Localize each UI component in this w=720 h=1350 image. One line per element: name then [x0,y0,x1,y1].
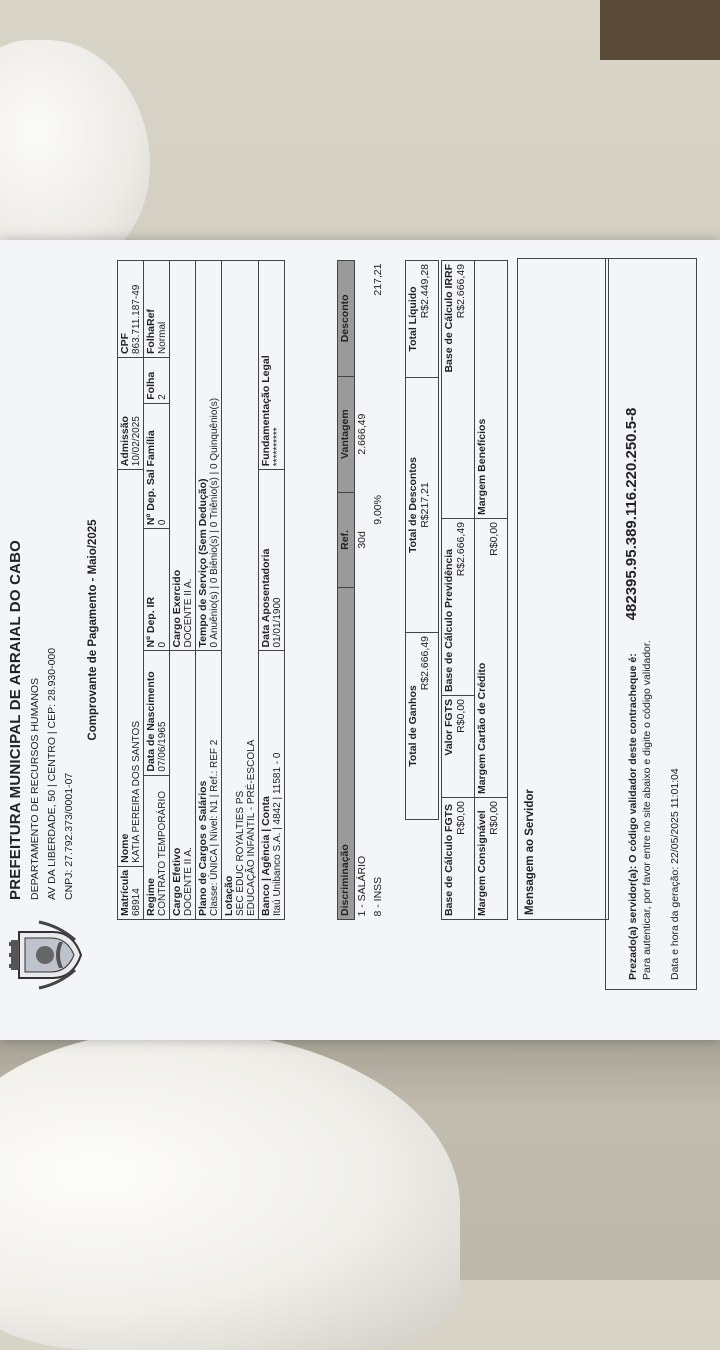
payslip-document [5,240,695,1020]
matricula-value: 68914 [131,888,142,916]
nome-label: Nome [119,833,131,863]
earnings-table [337,260,387,920]
document-title: Comprovante de Pagamento - Maio/2025 [87,519,99,741]
row-ref: 9,00% [372,495,384,525]
total-liquido-label: Total Líquido [407,286,419,352]
base-previdencia-label: Base de Cálculo Previdência [443,549,455,692]
lotacao-value-1: SEC EDUC ROYALTIES PS [235,790,246,916]
valor-fgts-label: Valor FGTS [443,699,455,756]
totals-table [405,260,439,820]
fundamentacao-label: Fundamentação Legal [260,355,272,467]
base-previdencia-value: R$2.666,49 [455,522,467,577]
folha-label: Folha [145,371,157,400]
aposentadoria-label: Data Aposentadoria [260,548,272,648]
document-header [5,270,100,990]
cargo-exercido-value: DOCENTE II A. [183,578,194,648]
cargo-efetivo-value: DOCENTE II A. [183,847,194,916]
cnpj: CNPJ: 27.792.373/0001-07 [63,772,75,900]
dep-ir-value: 0 [157,641,168,648]
lotacao-value-2: EDUCAÇÃO INFANTIL - PRÉ-ESCOLA [246,739,257,916]
total-ganhos-value: R$2.666,49 [419,636,431,691]
row-desconto: 217,21 [372,263,384,296]
base-irrf-label: Base de Cálculo IRRF [443,264,455,373]
coat-of-arms-icon [9,920,85,990]
address: AV DA LIBERDADE, 50 | CENTRO | CEP: 28.930-000 [46,647,58,900]
regime-label: Regime [145,878,157,916]
tempo-label: Tempo de Serviço (Sem Dedução) [197,478,209,648]
margem-cartao-label: Margem Cartão de Crédito [476,662,488,794]
col-vantagem: Vantagem [338,376,355,492]
table-row [371,261,387,920]
folha-value: 2 [157,394,168,400]
base-irrf-value: R$2.666,49 [455,264,467,319]
base-fgts-label: Base de Cálculo FGTS [443,803,455,916]
dep-ir-label: Nº Dep. IR [145,596,157,648]
banco-label: Banco | Agência | Conta [260,796,272,916]
validator-instructions: Para autenticar, por favor entre no site abaixo e digite o código validador. [641,640,653,980]
background-corner [600,0,720,60]
margem-consignavel-label: Margem Consignável [476,810,488,916]
margem-cartao-value: R$0,00 [488,522,500,556]
institution-title: PREFEITURA MUNICIPAL DE ARRAIAL DO CABO [7,539,24,900]
col-ref: Ref. [338,492,355,588]
lotacao-label: Lotação [223,875,235,916]
admissao-value: 10/02/2025 [131,416,142,467]
row-desc: 8 - INSS [372,876,384,917]
total-descontos-value: R$217,21 [419,482,431,528]
aposentadoria-value: 01/01/1900 [272,597,283,648]
total-descontos-label: Total de Descontos [407,456,419,554]
row-desc: 1 - SALÁRIO [356,855,368,917]
dep-sal-label: Nº Dep. Sal Família [145,430,157,526]
bases-table [441,260,508,920]
valor-fgts-value: R$0,00 [455,699,467,733]
row-ref: 30d [356,531,368,549]
admissao-label: Admissão [119,416,131,467]
validator-intro: Prezado(a) servidor(a): O código validador deste contracheque é: 482395.95.389.116.220.250.5-8 [623,407,640,980]
base-fgts-value: R$0,00 [455,801,467,835]
cargo-efetivo-label: Cargo Efetivo [171,847,183,916]
margem-consignavel-value: R$0,00 [488,801,500,835]
department: DEPARTAMENTO DE RECURSOS HUMANOS [29,677,41,900]
row-vantagem: 2.666,49 [356,413,368,455]
plano-value: Classe: ÚNICA | Nível: N1 | Ref.: REF 2 [209,739,220,916]
margem-beneficios-label: Margem Benefícios [476,418,488,515]
tempo-value: 0 Anuênio(s) | 0 Biênio(s) | 0 Triênio(s) | 0 Quinquênio(s) [209,397,220,648]
row-vantagem [371,376,387,492]
total-liquido-value: R$2.449,28 [419,264,431,319]
message-label: Mensagem ao Servidor [524,789,536,915]
regime-value: CONTRATO TEMPORÁRIO [157,790,168,916]
row-desconto [355,261,372,377]
message-box [517,258,609,920]
employee-info-table [117,260,285,920]
col-discriminacao: Discriminação [338,588,355,920]
generation-datetime: Data e hora da geração: 22/05/2025 11:01:04 [669,768,681,980]
cpf-label: CPF [119,333,131,354]
matricula-label: Matrícula [119,869,131,916]
validator-code: 482395.95.389.116.220.250.5-8 [623,407,640,621]
towel-top [0,40,150,270]
folharef-value: Normal [157,321,168,354]
folharef-label: FolhaRef [145,309,157,354]
total-ganhos-label: Total de Ganhos [407,685,419,767]
nascimento-label: Data de Nascimento [145,671,157,772]
fundamentacao-value: ********** [272,427,283,467]
cargo-exercido-label: Cargo Exercido [171,569,183,648]
banco-value: Itaú Unibanco S.A. | 4842 | 11581 - 0 [272,752,283,916]
cpf-value: 863.711.187-49 [131,284,142,354]
plano-label: Plano de Cargos e Salários [197,780,209,916]
col-desconto: Desconto [338,261,355,377]
nome-value: KATIA PEREIRA DOS SANTOS [131,720,142,863]
table-row [355,261,372,920]
dep-sal-value: 0 [157,519,168,526]
nascimento-value: 07/06/1965 [157,721,168,772]
